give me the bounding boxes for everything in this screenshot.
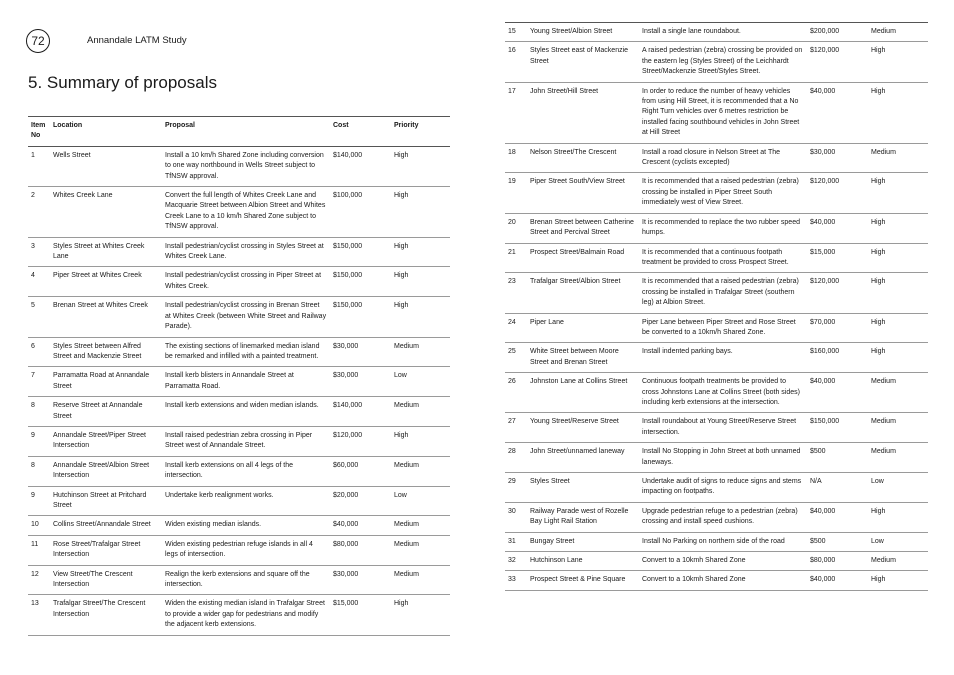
location-cell: Rose Street/Trafalgar Street Intersection [50, 535, 162, 565]
priority-cell: Low [391, 367, 450, 397]
item-number: 1 [28, 146, 50, 186]
right-table-body [505, 23, 928, 591]
table-row [28, 187, 450, 238]
location-cell: Brenan Street at Whites Creek [50, 297, 162, 337]
proposal-cell: Upgrade pedestrian refuge to a pedestrian (zebra) crossing and install speed cushions. [639, 502, 807, 532]
table-row [505, 571, 928, 590]
header-proposal: Proposal [162, 117, 330, 147]
table-row [505, 343, 928, 373]
location-cell: Parramatta Road at Annandale Street [50, 367, 162, 397]
item-number: 7 [28, 367, 50, 397]
proposal-cell: Install kerb extensions and widen median islands. [162, 397, 330, 427]
item-number: 17 [505, 82, 527, 143]
header-item-no: Item No [28, 117, 50, 147]
location-cell: John Street/unnamed laneway [527, 443, 639, 473]
proposal-cell: Widen existing pedestrian refuge islands in all 4 legs of intersection. [162, 535, 330, 565]
proposal-cell: Undertake kerb realignment works. [162, 486, 330, 516]
priority-cell: Medium [868, 552, 928, 571]
cost-cell: $30,000 [330, 367, 391, 397]
table-row [505, 82, 928, 143]
proposal-cell: It is recommended that a raised pedestrian (zebra) crossing be installed in Trafalgar Street (southern leg) at Albion Street. [639, 273, 807, 313]
priority-cell: Medium [868, 373, 928, 413]
item-number: 5 [28, 297, 50, 337]
proposal-cell: Piper Lane between Piper Street and Rose Street be converted to a 10km/h Shared Zone. [639, 313, 807, 343]
table-row [505, 502, 928, 532]
page-number: 72 [26, 29, 50, 53]
cost-cell: $100,000 [330, 187, 391, 238]
location-cell: Prospect Street & Pine Square [527, 571, 639, 590]
item-number: 8 [28, 456, 50, 486]
location-cell: Prospect Street/Balmain Road [527, 243, 639, 273]
priority-cell: Medium [391, 337, 450, 367]
priority-cell: Medium [868, 443, 928, 473]
priority-cell: Medium [868, 413, 928, 443]
table-row [28, 456, 450, 486]
priority-cell: High [868, 273, 928, 313]
item-number: 2 [28, 187, 50, 238]
priority-cell: High [391, 187, 450, 238]
table-row [505, 413, 928, 443]
table-row [505, 243, 928, 273]
priority-cell: High [868, 243, 928, 273]
table-row [505, 552, 928, 571]
table-row [28, 565, 450, 595]
cost-cell: $500 [807, 532, 868, 551]
priority-cell: High [868, 173, 928, 213]
location-cell: Railway Parade west of Rozelle Bay Light Rail Station [527, 502, 639, 532]
proposal-cell: The existing sections of linemarked median island be remarked and infilled with a painted treatment. [162, 337, 330, 367]
priority-cell: High [868, 42, 928, 82]
item-number: 28 [505, 443, 527, 473]
table-row [28, 397, 450, 427]
table-row [28, 237, 450, 267]
priority-cell: High [868, 571, 928, 590]
cost-cell: $40,000 [807, 571, 868, 590]
table-row [28, 535, 450, 565]
table-row [505, 373, 928, 413]
cost-cell: $160,000 [807, 343, 868, 373]
proposal-cell: Convert to a 10kmh Shared Zone [639, 552, 807, 571]
proposal-cell: Convert to a 10kmh Shared Zone [639, 571, 807, 590]
proposals-table-right [505, 22, 928, 591]
table-row [28, 297, 450, 337]
cost-cell: $40,000 [330, 516, 391, 535]
location-cell: Piper Lane [527, 313, 639, 343]
proposal-cell: It is recommended to replace the two rubber speed humps. [639, 213, 807, 243]
proposal-cell: Install No Parking on northern side of the road [639, 532, 807, 551]
location-cell: Styles Street [527, 473, 639, 503]
cost-cell: $200,000 [807, 23, 868, 42]
location-cell: Young Street/Reserve Street [527, 413, 639, 443]
table-row [28, 516, 450, 535]
cost-cell: $120,000 [807, 173, 868, 213]
cost-cell: $150,000 [807, 413, 868, 443]
location-cell: Reserve Street at Annandale Street [50, 397, 162, 427]
location-cell: White Street between Moore Street and Brenan Street [527, 343, 639, 373]
item-number: 33 [505, 571, 527, 590]
priority-cell: High [391, 237, 450, 267]
proposal-cell: Install raised pedestrian zebra crossing in Piper Street west of Annandale Street. [162, 426, 330, 456]
location-cell: Collins Street/Annandale Street [50, 516, 162, 535]
table-row [28, 486, 450, 516]
cost-cell: $40,000 [807, 213, 868, 243]
proposal-cell: Install pedestrian/cyclist crossing in Piper Street at Whites Creek. [162, 267, 330, 297]
proposal-cell: Widen the existing median island in Trafalgar Street to provide a wider gap for pedestrians and modify the adjacent kerb extensions. [162, 595, 330, 635]
cost-cell: $120,000 [807, 42, 868, 82]
cost-cell: $150,000 [330, 237, 391, 267]
location-cell: Styles Street between Alfred Street and Mackenzie Street [50, 337, 162, 367]
location-cell: Young Street/Albion Street [527, 23, 639, 42]
proposal-cell: Install pedestrian/cyclist crossing in Styles Street at Whites Creek Lane. [162, 237, 330, 267]
priority-cell: Medium [868, 143, 928, 173]
priority-cell: Medium [391, 456, 450, 486]
item-number: 15 [505, 23, 527, 42]
priority-cell: High [391, 426, 450, 456]
location-cell: Styles Street east of Mackenzie Street [527, 42, 639, 82]
item-number: 11 [28, 535, 50, 565]
location-cell: Bungay Street [527, 532, 639, 551]
item-number: 25 [505, 343, 527, 373]
cost-cell: $20,000 [330, 486, 391, 516]
location-cell: View Street/The Crescent Intersection [50, 565, 162, 595]
location-cell: Trafalgar Street/The Crescent Intersection [50, 595, 162, 635]
item-number: 8 [28, 397, 50, 427]
header-location: Location [50, 117, 162, 147]
priority-cell: High [868, 502, 928, 532]
cost-cell: $30,000 [807, 143, 868, 173]
table-row [505, 443, 928, 473]
item-number: 20 [505, 213, 527, 243]
table-row [28, 337, 450, 367]
proposal-cell: Realign the kerb extensions and square off the intersection. [162, 565, 330, 595]
proposal-cell: Install kerb blisters in Annandale Street at Parramatta Road. [162, 367, 330, 397]
left-table-body [28, 146, 450, 635]
item-number: 19 [505, 173, 527, 213]
priority-cell: High [391, 595, 450, 635]
cost-cell: N/A [807, 473, 868, 503]
table-row [28, 267, 450, 297]
table-row [28, 367, 450, 397]
proposal-cell: Widen existing median islands. [162, 516, 330, 535]
location-cell: Annandale Street/Piper Street Intersection [50, 426, 162, 456]
location-cell: Hutchinson Street at Pritchard Street [50, 486, 162, 516]
cost-cell: $80,000 [807, 552, 868, 571]
cost-cell: $15,000 [807, 243, 868, 273]
priority-cell: High [868, 343, 928, 373]
item-number: 29 [505, 473, 527, 503]
cost-cell: $40,000 [807, 502, 868, 532]
item-number: 6 [28, 337, 50, 367]
proposal-cell: Install roundabout at Young Street/Reserve Street intersection. [639, 413, 807, 443]
priority-cell: Low [868, 532, 928, 551]
cost-cell: $30,000 [330, 565, 391, 595]
proposal-cell: Undertake audit of signs to reduce signs and stems impacting on footpaths. [639, 473, 807, 503]
priority-cell: High [868, 313, 928, 343]
proposal-cell: It is recommended that a continuous footpath treatment be provided to cross Prospect Street. [639, 243, 807, 273]
location-cell: Wells Street [50, 146, 162, 186]
cost-cell: $150,000 [330, 297, 391, 337]
item-number: 9 [28, 486, 50, 516]
item-number: 23 [505, 273, 527, 313]
location-cell: Johnston Lane at Collins Street [527, 373, 639, 413]
table-row [28, 146, 450, 186]
priority-cell: Low [868, 473, 928, 503]
proposals-table-left [28, 116, 450, 636]
priority-cell: High [868, 82, 928, 143]
cost-cell: $40,000 [807, 373, 868, 413]
table-row [505, 143, 928, 173]
item-number: 26 [505, 373, 527, 413]
table-row [505, 42, 928, 82]
item-number: 18 [505, 143, 527, 173]
table-row [505, 532, 928, 551]
priority-cell: High [868, 213, 928, 243]
cost-cell: $140,000 [330, 397, 391, 427]
priority-cell: Medium [391, 516, 450, 535]
header-cost: Cost [330, 117, 391, 147]
table-row [505, 173, 928, 213]
priority-cell: Medium [391, 397, 450, 427]
location-cell: Styles Street at Whites Creek Lane [50, 237, 162, 267]
proposal-cell: Continuous footpath treatments be provided to cross Johnstons Lane at Collins Street (both sides) including kerb extensions at the intersection. [639, 373, 807, 413]
table-row [505, 23, 928, 42]
item-number: 30 [505, 502, 527, 532]
item-number: 13 [28, 595, 50, 635]
location-cell: Whites Creek Lane [50, 187, 162, 238]
cost-cell: $140,000 [330, 146, 391, 186]
priority-cell: High [391, 267, 450, 297]
location-cell: Piper Street at Whites Creek [50, 267, 162, 297]
proposal-cell: Install a 10 km/h Shared Zone including conversion to one way northbound in Wells Street subject to TfNSW approval. [162, 146, 330, 186]
table-row [505, 313, 928, 343]
proposal-cell: Install a single lane roundabout. [639, 23, 807, 42]
table-row [505, 213, 928, 243]
proposal-cell: Convert the full length of Whites Creek Lane and Macquarie Street between Albion Street and Whites Creek Lane to a 10 km/h Shared Zone subject to TfNSW approval. [162, 187, 330, 238]
item-number: 31 [505, 532, 527, 551]
item-number: 4 [28, 267, 50, 297]
location-cell: Piper Street South/View Street [527, 173, 639, 213]
cost-cell: $500 [807, 443, 868, 473]
proposal-cell: Install a road closure in Nelson Street at The Crescent (cyclists excepted) [639, 143, 807, 173]
proposal-cell: Install indented parking bays. [639, 343, 807, 373]
cost-cell: $15,000 [330, 595, 391, 635]
item-number: 24 [505, 313, 527, 343]
proposal-cell: In order to reduce the number of heavy vehicles from using Hill Street, it is recommended that a No Right Turn vehicles over 6 metres restriction be installed facing southbound vehicles in John Street at Hill Street [639, 82, 807, 143]
cost-cell: $150,000 [330, 267, 391, 297]
item-number: 16 [505, 42, 527, 82]
item-number: 27 [505, 413, 527, 443]
cost-cell: $80,000 [330, 535, 391, 565]
location-cell: John Street/Hill Street [527, 82, 639, 143]
proposal-cell: It is recommended that a raised pedestrian (zebra) crossing be installed in Piper Street South immediately west of View Street. [639, 173, 807, 213]
document-title: Annandale LATM Study [87, 35, 187, 46]
item-number: 10 [28, 516, 50, 535]
table-row [505, 473, 928, 503]
item-number: 3 [28, 237, 50, 267]
priority-cell: High [391, 297, 450, 337]
cost-cell: $60,000 [330, 456, 391, 486]
table-row [28, 426, 450, 456]
priority-cell: Medium [391, 535, 450, 565]
table-row [505, 273, 928, 313]
location-cell: Annandale Street/Albion Street Intersection [50, 456, 162, 486]
header-priority: Priority [391, 117, 450, 147]
cost-cell: $120,000 [330, 426, 391, 456]
location-cell: Trafalgar Street/Albion Street [527, 273, 639, 313]
proposal-cell: Install No Stopping in John Street at both unnamed laneways. [639, 443, 807, 473]
proposal-cell: A raised pedestrian (zebra) crossing be provided on the eastern leg (Styles Street) of the Leichhardt Street/Mackenzie Street/Styles Street. [639, 42, 807, 82]
item-number: 9 [28, 426, 50, 456]
cost-cell: $120,000 [807, 273, 868, 313]
cost-cell: $70,000 [807, 313, 868, 343]
table-row [28, 595, 450, 635]
item-number: 32 [505, 552, 527, 571]
proposal-cell: Install pedestrian/cyclist crossing in Brenan Street at Whites Creek (between White Street and Railway Parade). [162, 297, 330, 337]
item-number: 21 [505, 243, 527, 273]
location-cell: Hutchinson Lane [527, 552, 639, 571]
priority-cell: Medium [868, 23, 928, 42]
table-header-row [28, 117, 450, 147]
location-cell: Nelson Street/The Crescent [527, 143, 639, 173]
priority-cell: Medium [391, 565, 450, 595]
proposal-cell: Install kerb extensions on all 4 legs of the intersection. [162, 456, 330, 486]
cost-cell: $30,000 [330, 337, 391, 367]
cost-cell: $40,000 [807, 82, 868, 143]
priority-cell: Low [391, 486, 450, 516]
item-number: 12 [28, 565, 50, 595]
priority-cell: High [391, 146, 450, 186]
location-cell: Brenan Street between Catherine Street and Percival Street [527, 213, 639, 243]
section-heading: 5. Summary of proposals [28, 73, 217, 92]
